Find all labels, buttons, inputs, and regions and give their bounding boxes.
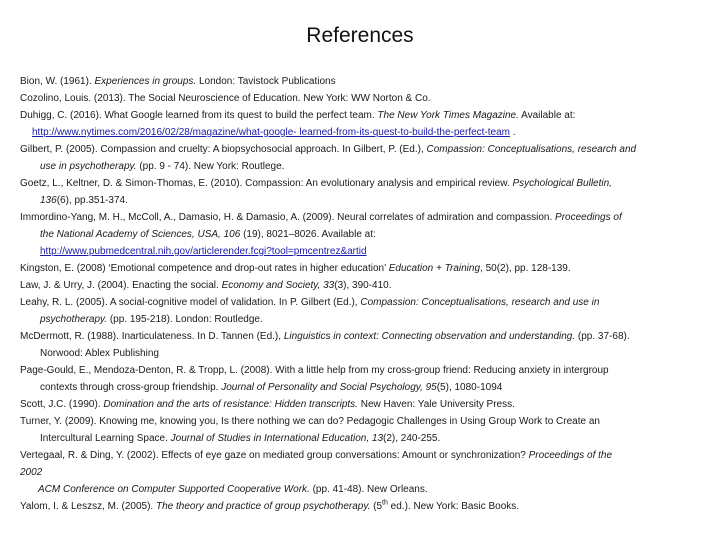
reference-gilbert-cont (20, 158, 700, 175)
ref-place: Norwood: Ablex Publishing (40, 348, 159, 359)
ref-tail: (pp. 37-68). (575, 331, 630, 342)
ref-text: Turner, Y. (2009). Knowing me, knowing you, Is there nothing we can do? Pedagogic Challenges in Using Group Work to Create an (20, 416, 600, 427)
ref-journal: Journal of Studies in International Education, 13 (170, 433, 384, 444)
reference-law (20, 277, 700, 294)
ref-tail: (3), 390-410. (334, 280, 392, 291)
reference-immordino-link-line (20, 243, 700, 260)
immordino-link[interactable]: http://www.pubmedcentral.nih.gov/articlerender.fcgi?tool=pmcentrez&artid (40, 246, 367, 257)
ref-tail: New Haven: Yale University Press. (357, 399, 515, 410)
ref-text-cont: contexts through cross-group friendship. (40, 382, 222, 393)
ref-text: McDermott, R. (1988). Inarticulateness. In D. Tannen (Ed.), (20, 331, 284, 342)
ref-tail: (pp. 195-218). London: Routledge. (107, 314, 263, 325)
ref-tail: (19), 8021–8026. Available at: (240, 229, 376, 240)
reference-bion (20, 73, 700, 90)
ref-journal: Psychological Bulletin, (512, 178, 612, 189)
ref-volume: 136 (40, 195, 57, 206)
ref-source: The New York Times Magazine. (377, 110, 519, 121)
reference-vertegaal (20, 447, 700, 464)
ref-text: Vertegaal, R. & Ding, Y. (2002). Effects of eye gaze on mediated group conversations: Amount or synchronization? (20, 450, 529, 461)
reference-turner (20, 413, 700, 430)
ref-book-title: Experiences in groups. (94, 76, 197, 87)
ref-book-title-cont: psychotherapy. (40, 314, 108, 325)
ref-tail: (6), pp.351-374. (56, 195, 128, 206)
ref-tail-2: ed.). New York: Basic Books. (387, 501, 520, 512)
reference-scott (20, 396, 700, 413)
ref-text: Law, J. & Urry, J. (2004). Enacting the social. (20, 280, 222, 291)
reference-duhigg (20, 107, 700, 124)
ref-text: Goetz, L., Keltner, D. & Simon-Thomas, E. (2010). Compassion: An evolutionary analysis and empirical review. (20, 178, 513, 189)
reference-leahy-cont (20, 311, 700, 328)
ref-superscript: th (382, 499, 388, 507)
ref-tail: (2), 240-255. (383, 433, 441, 444)
reference-mcdermott-cont (20, 345, 700, 362)
reference-leahy (20, 294, 700, 311)
ref-text: Duhigg, C. (2016). What Google learned from its quest to build the perfect team. (20, 110, 378, 121)
ref-journal-cont: the National Academy of Sciences, USA, 106 (40, 229, 241, 240)
reference-yalom (20, 498, 700, 515)
ref-tail: (5), 1080-1094 (436, 382, 503, 393)
ref-text: Bion, W. (1961). (20, 76, 95, 87)
ref-book-title: Compassion: Conceptualisations, research and (426, 144, 637, 155)
ref-tail: London: Tavistock Publications (196, 76, 336, 87)
reference-vertegaal-year (20, 464, 700, 481)
reference-cozolino (20, 90, 700, 107)
reference-vertegaal-cont (20, 481, 700, 498)
reference-duhigg-link-line (20, 124, 700, 141)
reference-goetz-cont (20, 192, 700, 209)
reference-gilbert (20, 141, 700, 158)
reference-pagegould-cont (20, 379, 700, 396)
ref-text: Scott, J.C. (1990). (20, 399, 104, 410)
reference-pagegould (20, 362, 700, 379)
ref-book-title: Compassion: Conceptualisations, research and use in (360, 297, 600, 308)
ref-tail: (pp. 41-48). New Orleans. (309, 484, 428, 495)
ref-book-title: The theory and practice of group psychotherapy. (155, 501, 371, 512)
ref-tail: , 50(2), pp. 128-139. (480, 263, 571, 274)
ref-tail: Available at: (518, 110, 576, 121)
ref-book-title: Domination and the arts of resistance: Hidden transcripts. (103, 399, 358, 410)
page-title: References (306, 24, 414, 47)
ref-journal: Proceedings of (555, 212, 622, 223)
ref-book-title: Linguistics in context: Connecting observation and understanding. (283, 331, 576, 342)
ref-year: 2002 (20, 467, 43, 478)
reference-mcdermott (20, 328, 700, 345)
ref-text: Cozolino, Louis. (2013). The Social Neuroscience of Education. New York: WW Norton & Co. (20, 93, 431, 104)
ref-journal: Journal of Personality and Social Psychology, 95 (221, 382, 437, 393)
ref-after: . (510, 127, 516, 138)
ref-tail: (pp. 9 - 74). New York: Routlege. (136, 161, 285, 172)
ref-journal: Education + Training (388, 263, 481, 274)
ref-text-cont: Intercultural Learning Space. (40, 433, 171, 444)
ref-journal: Economy and Society, 33 (221, 280, 335, 291)
ref-text: Kingston, E. (2008) ‘Emotional competence and drop-out rates in higher education’ (20, 263, 389, 274)
ref-journal-cont: ACM Conference on Computer Supported Cooperative Work. (38, 484, 310, 495)
ref-text: Leahy, R. L. (2005). A social-cognitive model of validation. In P. Gilbert (Ed.), (20, 297, 361, 308)
ref-tail: (5 (370, 501, 383, 512)
reference-list (20, 73, 700, 515)
ref-text: Page-Gould, E., Mendoza-Denton, R. & Tropp, L. (2008). With a little help from my cross-group friend: Reducing anxiety in intergroup (20, 365, 609, 376)
reference-turner-cont (20, 430, 700, 447)
reference-immordino (20, 209, 700, 226)
ref-journal: Proceedings of the (528, 450, 613, 461)
ref-text: Gilbert, P. (2005). Compassion and cruelty: A biopsychosocial approach. In Gilbert, P. (Ed.), (20, 144, 427, 155)
reference-immordino-cont (20, 226, 700, 243)
reference-kingston (20, 260, 700, 277)
reference-goetz (20, 175, 700, 192)
ref-book-title-cont: use in psychotherapy. (40, 161, 137, 172)
ref-text: Immordino-Yang, M. H., McColl, A., Damasio, H. & Damasio, A. (2009). Neural correlates of admiration and compassion. (20, 212, 556, 223)
ref-text: Yalom, I. & Leszsz, M. (2005). (20, 501, 156, 512)
duhigg-link[interactable]: http://www.nytimes.com/2016/02/28/magazine/what-google- learned-from-its-quest-to-build-the-perfect-team (32, 127, 510, 138)
